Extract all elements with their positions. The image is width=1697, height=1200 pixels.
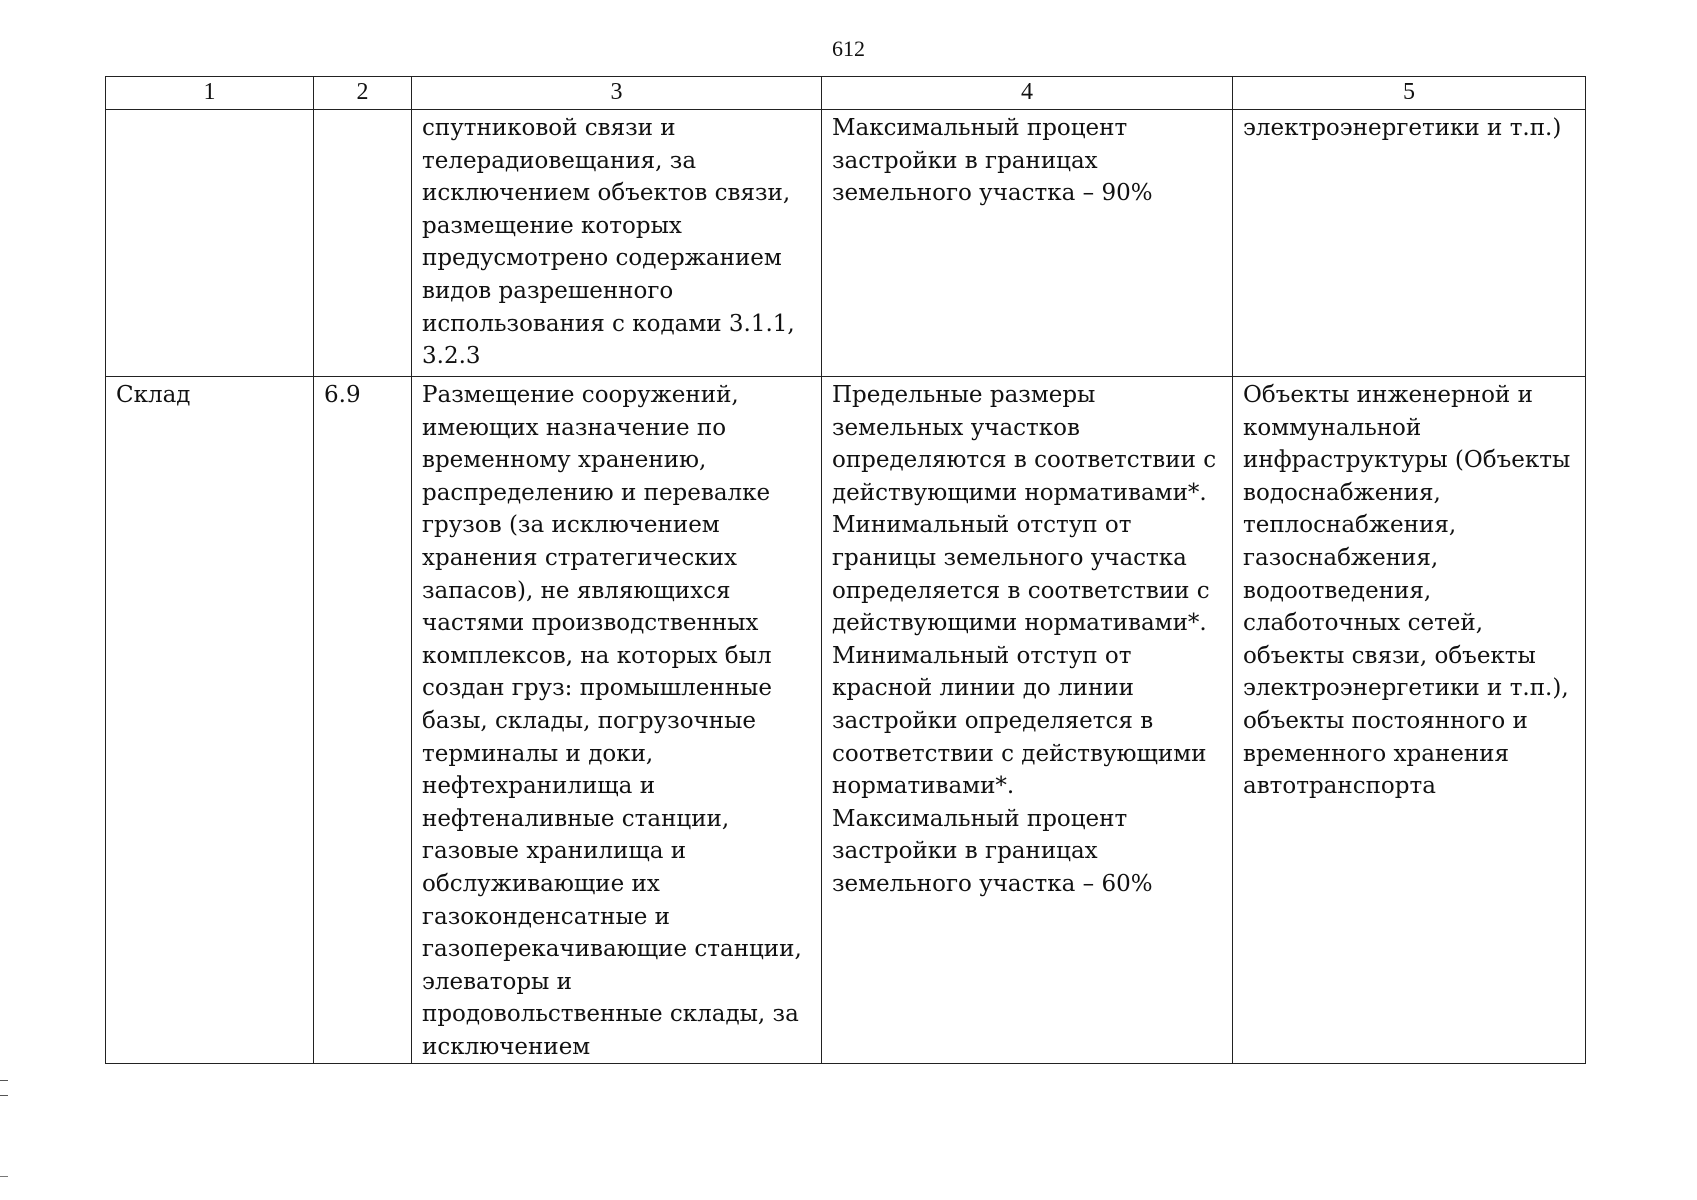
scan-margin-dash xyxy=(0,1176,8,1177)
table-cell xyxy=(314,377,412,1064)
table-cell xyxy=(822,110,1233,377)
column-header-1: 1 xyxy=(106,77,314,110)
table-header-row xyxy=(106,77,1586,110)
parameters-text: Максимальный процент застройки в границах земельного участка – 90% xyxy=(832,115,1153,207)
use-type-code: 6.9 xyxy=(324,382,361,408)
column-header-3: 3 xyxy=(412,77,822,110)
table-row xyxy=(106,110,1586,377)
auxiliary-uses-text: Объекты инженерной и коммунальной инфраструктуры (Объекты водоснабжения, теплоснабжения, газоснабжения, водоотведения, слаботочных сетей, объекты связи, объекты электроэнергетики и т.п.), объекты постоянного и временного хранения автотранспорта xyxy=(1243,382,1571,800)
table-cell xyxy=(822,377,1233,1064)
auxiliary-uses-text: электроэнергетики и т.п.) xyxy=(1243,115,1562,141)
table-cell xyxy=(106,110,314,377)
table-cell xyxy=(1233,110,1586,377)
page-number: 612 xyxy=(832,36,865,61)
table-row xyxy=(106,377,1586,1064)
use-description-text: Размещение сооружений, имеющих назначение по временному хранению, распределению и перевалке грузов (за исключением хранения стратегических запасов), не являющихся частями производственных комплексов, на которых был создан груз: промышленные базы, склады, погрузочные терминалы и доки, нефтехранилища и нефтеналивные станции, газовые хранилища и обслуживающие их газоконденсатные и газоперекачивающие станции, элеваторы и продовольственные склады, за исключением xyxy=(422,382,802,1060)
column-header-2: 2 xyxy=(314,77,412,110)
column-header-4: 4 xyxy=(822,77,1233,110)
use-description-text: спутниковой связи и телерадиовещания, за исключением объектов связи, размещение которых предусмотрено содержанием видов разрешенного использования с кодами 3.1.1, 3.2.3 xyxy=(422,115,795,370)
scan-margin-mark xyxy=(0,1080,8,1096)
table-cell xyxy=(106,377,314,1064)
cell-text xyxy=(314,110,411,112)
table-cell xyxy=(412,110,822,377)
use-type-name: Склад xyxy=(116,382,191,408)
table-cell xyxy=(314,110,412,377)
cell-text xyxy=(106,110,313,112)
table-cell xyxy=(412,377,822,1064)
regulations-table xyxy=(105,76,1586,1064)
column-header-5: 5 xyxy=(1233,77,1586,110)
parameters-text: Предельные размеры земельных участков определяются в соответствии с действующими нормативами*. Минимальный отступ от границы земельного участка определяется в соответствии с действующими нормативами*. Минимальный отступ от красной линии до линии застройки определяется в соответствии с действующими нормативами*. Максимальный процент застройки в границах земельного участка – 60% xyxy=(832,382,1217,897)
table-cell xyxy=(1233,377,1586,1064)
